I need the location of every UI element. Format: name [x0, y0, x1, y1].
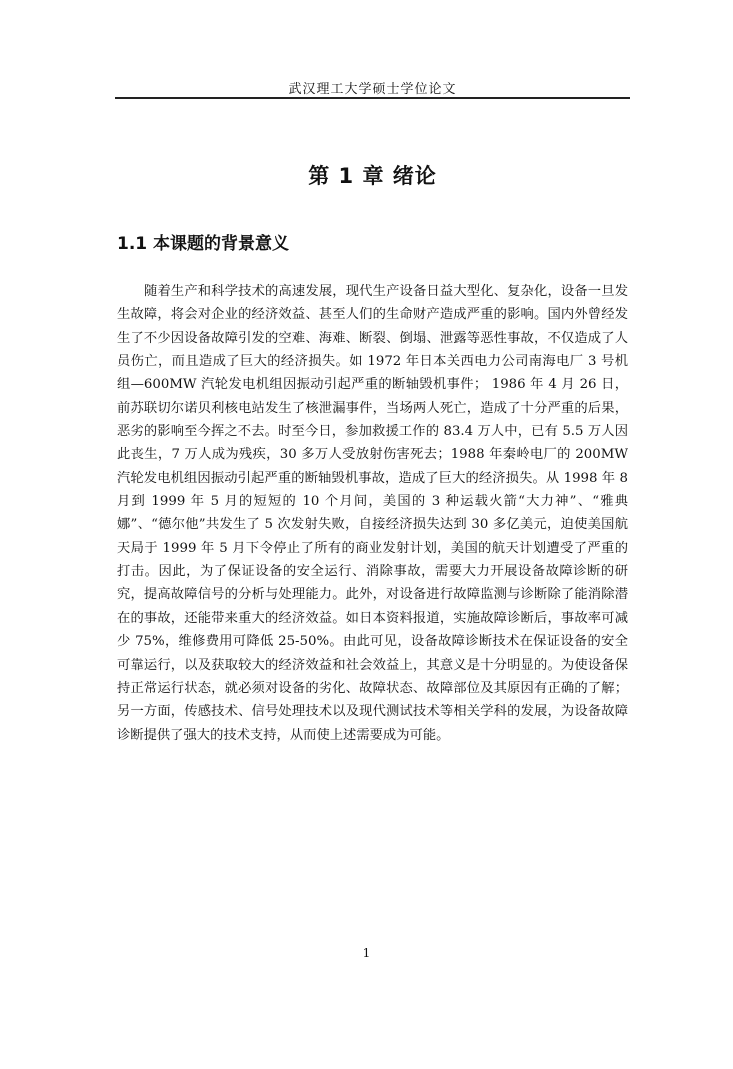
body-paragraph: 随着生产和科学技术的高速发展，现代生产设备日益大型化、复杂化，设备一旦发生故障，将会对企业的经济效益、甚至人们的生命财产造成严重的影响。国内外曾经发生了不少因设备故障引发的空难、海难、断裂、倒塌、泄露等恶性事故，不仅造成了人员伤亡，而且造成了巨大的经济损失。如 1972 年日本关西电力公司南海电厂 3 号机组—600MW 汽轮发电机组因振动引起严重的断轴毁机事件； 1986 年 4 月 26 日，前苏联切尔诺贝利核电站发生了核泄漏事件，当场两人死亡，造成了十分严重的后果，恶劣的影响至今挥之不去。时至今日，参加救援工作的 83.4 万人中，已有 5.5 万人因此丧生，7 万人成为残疾，30 多万人受放射伤害死去；1988 年秦岭电厂的 200MW 汽轮发电机组因振动引起严重的断轴毁机事故，造成了巨大的经济损失。从 1998 年 8 月到 1999 年 5 月的短短的 10 个月间，美国的 3 种运载火箭“大力神”、“雅典娜”、“德尔他”共发生了 5 次发射失败，自接经济损失达到 30 多亿美元，迫使美国航天局于 1999 年 5 月下令停止了所有的商业发射计划，美国的航天计划遭受了严重的打击。因此，为了保证设备的安全运行、消除事故，需要大力开展设备故障诊断的研究，提高故障信号的分析与处理能力。此外，对设备进行故障监测与诊断除了能消除潜在的事故，还能带来重大的经济效益。如日本资料报道，实施故障诊断后，事故率可减少 75%，维修费用可降低 25-50%。由此可见，设备故障诊断技术在保证设备的安全可靠运行，以及获取较大的经济效益和社会效益上，其意义是十分明显的。为使设备保持正常运行状态，就必须对设备的劣化、故障状态、故障部位及其原因有正确的了解；另一方面，传感技术、信号处理技术以及现代测试技术等相关学科的发展，为设备故障诊断提供了强大的技术支持，从而使上述需要成为可能。 [117, 284, 628, 743]
body-text [117, 280, 628, 747]
header-rule [115, 97, 630, 99]
chapter-title: 第 1 章 绪论 [308, 164, 437, 188]
page-number: 1 [362, 946, 371, 960]
section-title: 1.1 本课题的背景意义 [117, 234, 290, 254]
running-header: 武汉理工大学硕士学位论文 [288, 82, 457, 97]
